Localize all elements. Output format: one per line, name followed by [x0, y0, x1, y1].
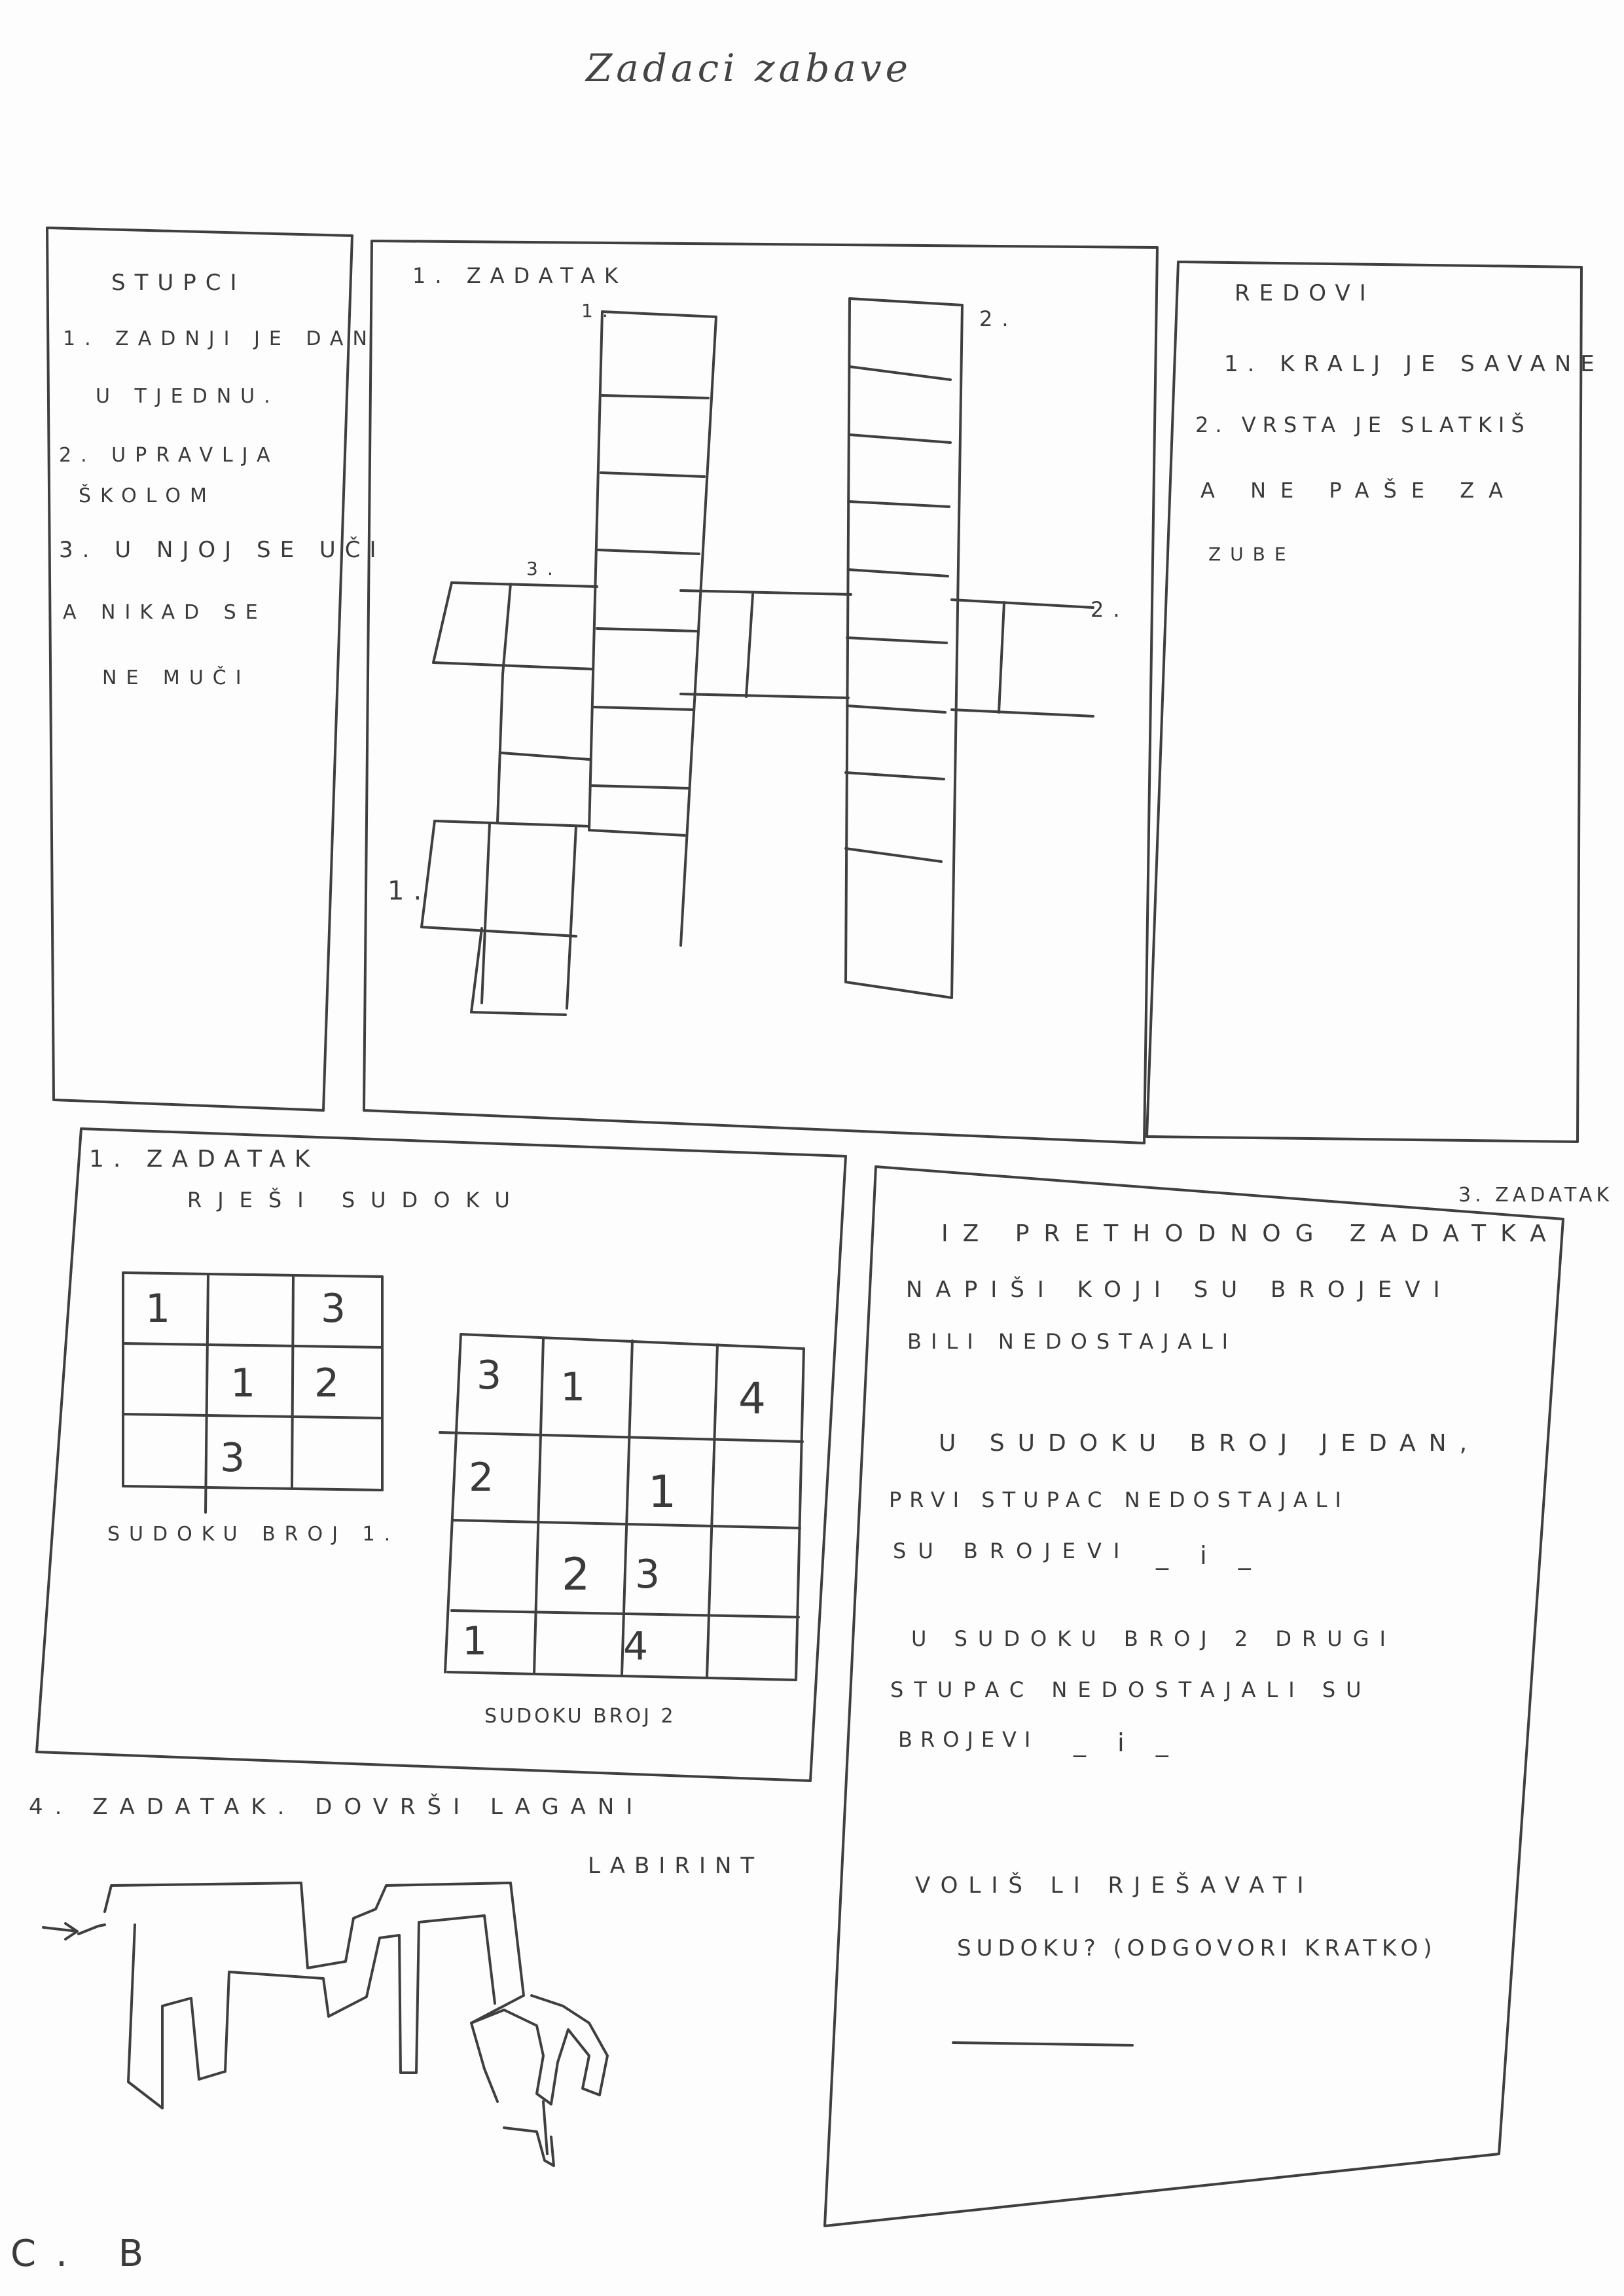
crossword-column-3: [422, 674, 589, 1015]
stupci-heading: STUPCI: [111, 270, 246, 296]
task3-line-9: BROJEVI: [898, 1727, 1039, 1752]
task3-line-5: PRVI STUPAC NEDOSTAJALI: [889, 1487, 1349, 1512]
sudoku-1-cell: 1: [230, 1360, 256, 1406]
sudoku-1-cell: 1: [145, 1286, 171, 1332]
crossword-column-1: [589, 312, 716, 945]
crossword-row-2: [681, 591, 1093, 716]
redovi-clue-2b: A NE PAŠE ZA: [1200, 478, 1518, 503]
sudoku-2-cell: 2: [562, 1549, 590, 1601]
task3-line-10: VOLIŠ LI RJEŠAVATI: [915, 1872, 1314, 1899]
sudoku-2-caption: SUDOKU BROJ 2: [484, 1705, 676, 1728]
task3-label: 3. ZADATAK: [1458, 1184, 1614, 1207]
crossword-number-3: 3.: [526, 558, 562, 579]
task3-line-4: U SUDOKU BROJ JEDAN,: [939, 1430, 1481, 1457]
sudoku-2-cell: 2: [469, 1455, 494, 1501]
stupci-clue-2b: ŠKOLOM: [79, 484, 216, 507]
stupci-clue-3b: A NIKAD SE: [63, 601, 267, 624]
crossword-number-1-left: 1.: [388, 876, 431, 906]
stupci-clue-3c: NE MUČI: [102, 666, 251, 689]
crossword-number-2-top: 2.: [979, 306, 1018, 331]
sudoku-2-cell: 4: [623, 1624, 649, 1669]
redovi-heading: REDOVI: [1235, 280, 1375, 306]
task3-line-1: IZ PRETHODNOG ZADATKA: [941, 1220, 1561, 1247]
crossword-box: [364, 241, 1157, 1143]
labyrinth: [43, 1883, 607, 2166]
stupci-clue-2a: 2. UPRAVLJA: [59, 444, 280, 467]
crossword-row-3: [433, 583, 597, 674]
sudoku-1-caption: SUDOKU BROJ 1.: [107, 1523, 400, 1546]
task3-line-6: SU BROJEVI: [893, 1539, 1132, 1563]
right-clue-box: [1147, 262, 1581, 1142]
sudoku-task-box: [37, 1129, 846, 1781]
sudoku-2-cell: 4: [738, 1374, 766, 1424]
task3-line-3: BILI NEDOSTAJALI: [907, 1329, 1238, 1354]
crossword-number-1-top: 1.: [581, 300, 617, 321]
redovi-clue-1: 1. KRALJ JE SAVANE: [1224, 351, 1604, 377]
task4-line-1: 4. ZADATAK. DOVRŠI LAGANI: [29, 1794, 645, 1820]
sudoku-2-cell: 3: [477, 1353, 502, 1398]
task3-blank-2: _ i _: [1074, 1728, 1180, 1757]
task3-blank-1: _ i _: [1156, 1541, 1263, 1570]
task4-line-2: LABIRINT: [588, 1853, 764, 1879]
sudoku-2-cell: 3: [635, 1552, 660, 1597]
task3-line-2: NAPIŠI KOJI SU BROJEVI: [906, 1277, 1453, 1303]
sudoku-1-cell: 2: [314, 1360, 340, 1406]
crossword-heading: 1. ZADATAK: [412, 263, 627, 288]
crossword-column-2: [846, 299, 962, 998]
stupci-clue-1b: U TJEDNU.: [96, 385, 280, 408]
sudoku-2-cell: 1: [462, 1618, 488, 1664]
sudoku-task-heading: 1. ZADATAK: [89, 1146, 319, 1173]
task3-line-11: SUDOKU? (ODGOVORI KRATKO): [957, 1935, 1437, 1961]
sudoku-2-cell: 1: [648, 1467, 677, 1518]
stupci-clue-3a: 3. U NJOJ SE UČI: [59, 537, 386, 563]
sudoku-1-cell: 3: [321, 1286, 346, 1332]
stupci-clue-1a: 1. ZADNJI JE DAN: [63, 327, 376, 350]
task3-line-7: U SUDOKU BROJ 2 DRUGI: [911, 1626, 1396, 1651]
sudoku-1-cell: 3: [220, 1435, 245, 1481]
page-title: Zadaci zabave: [586, 46, 912, 90]
redovi-clue-2a: 2. VRSTA JE SLATKIŠ: [1195, 412, 1531, 437]
crossword-number-2-right: 2.: [1091, 597, 1129, 622]
signature: C. B: [10, 2232, 164, 2275]
answer-line: [953, 2043, 1132, 2045]
redovi-clue-2c: ZUBE: [1208, 543, 1295, 565]
sudoku-task-subheading: RJEŠI SUDOKU: [187, 1188, 526, 1212]
task3-line-8: STUPAC NEDOSTAJALI SU: [890, 1677, 1372, 1702]
sudoku-2-cell: 1: [560, 1364, 586, 1410]
